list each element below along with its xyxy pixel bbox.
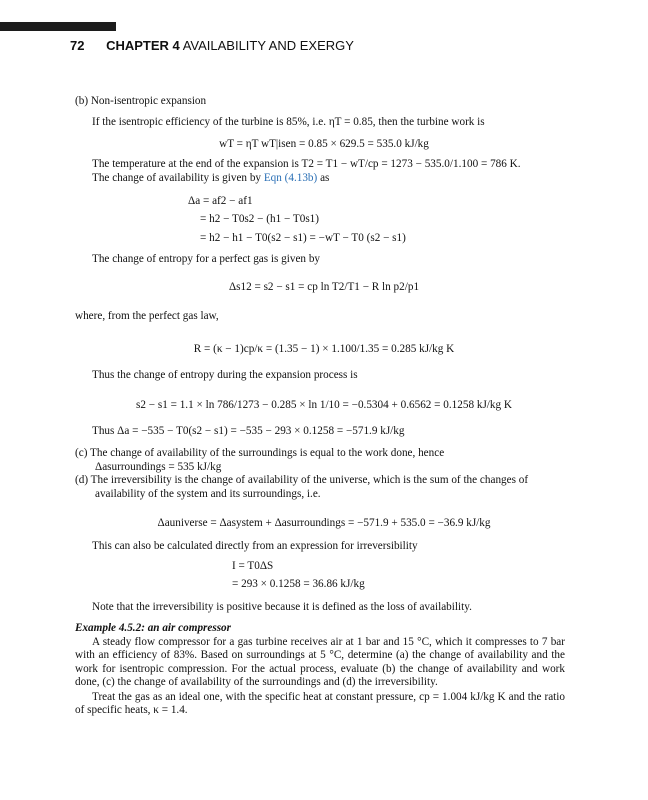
eq-entropy-change: s2 − s1 = 1.1 × ln 786/1273 − 0.285 × ln 1/10 = −0.5304 + 0.6562 = 0.1258 kJ/kg K [136, 399, 512, 411]
part-b-intro: If the isentropic efficiency of the turbine is 85%, i.e. ηT = 0.85, then the turbine work is [92, 116, 485, 128]
eqn-link[interactable]: Eqn (4.13b) [263, 172, 318, 184]
example-para-2: Treat the gas as an ideal one, with the specific heat at constant pressure, cp = 1.004 kJ/kg K and the ratio of specific heats, κ = 1.4. [75, 691, 565, 717]
eq-irreversibility-1: I = T0ΔS [232, 560, 274, 572]
eq-turbine-work: wT = ηT wT|isen = 0.85 × 629.5 = 535.0 kJ/kg [219, 138, 429, 150]
irreversibility-line: This can also be calculated directly from an expression for irreversibility [92, 540, 418, 552]
header-rule [0, 22, 116, 31]
availability-line-tail: as [320, 172, 330, 184]
availability-line-text: The change of availability is given by [92, 172, 262, 184]
entropy-line: The change of entropy for a perfect gas is given by [92, 253, 321, 265]
chapter-label: CHAPTER 4 [106, 38, 180, 53]
part-d-line1: (d) The irreversibility is the change of availability of the universe, which is the sum of the changes of [75, 474, 529, 486]
eq-universe: Δauniverse = Δasystem + Δasurroundings = −571.9 + 535.0 = −36.9 kJ/kg [157, 517, 491, 529]
eq-irreversibility-2: = 293 × 0.1258 = 36.86 kJ/kg [232, 578, 365, 590]
page-header [70, 38, 354, 53]
thus-entropy-line: Thus the change of entropy during the expansion process is [92, 369, 358, 381]
example-title: Example 4.5.2: an air compressor [75, 622, 232, 634]
eq-entropy: Δs12 = s2 − s1 = cp ln T2/T1 − R ln p2/p1 [228, 281, 420, 293]
temperature-line: The temperature at the end of the expansion is T2 = T1 − wT/cp = 1273 − 535.0/1.100 = 786 K. [92, 158, 521, 170]
where-line: where, from the perfect gas law, [75, 310, 219, 322]
example-para-1: A steady flow compressor for a gas turbine receives air at 1 bar and 15 °C, which it compresses to 7 bar with an efficiency of 83%. Based on surroundings at 5 °C, determine (a) the change of availability and the work for isentropic compression. For the actual process, evaluate (b) the change of availability and work done, (c) the change of availability of the surroundings and (d) the irreversibility. [75, 636, 565, 689]
part-b-title: (b) Non-isentropic expansion [75, 95, 207, 107]
eq-gas-constant: R = (κ − 1)cp/κ = (1.35 − 1) × 1.100/1.35 = 0.285 kJ/kg K [193, 343, 455, 355]
part-c-line1: (c) The change of availability of the surroundings is equal to the work done, hence [75, 447, 445, 459]
page-number: 72 [70, 38, 85, 53]
irreversibility-note: Note that the irreversibility is positive because it is defined as the loss of availability. [92, 601, 472, 613]
eq-availability-change: Thus Δa = −535 − T0(s2 − s1) = −535 − 293 × 0.1258 = −571.9 kJ/kg [92, 425, 405, 437]
availability-line [92, 172, 329, 185]
part-c-line2: Δasurroundings = 535 kJ/kg [95, 461, 222, 473]
eq-da-2: = h2 − T0s2 − (h1 − T0s1) [200, 213, 319, 225]
eq-da-1: Δa = af2 − af1 [188, 195, 253, 207]
part-d-line2: availability of the system and its surroundings, i.e. [95, 488, 321, 500]
eq-da-3: = h2 − h1 − T0(s2 − s1) = −wT − T0 (s2 − s1) [200, 232, 406, 244]
chapter-title: AVAILABILITY AND EXERGY [182, 38, 354, 53]
